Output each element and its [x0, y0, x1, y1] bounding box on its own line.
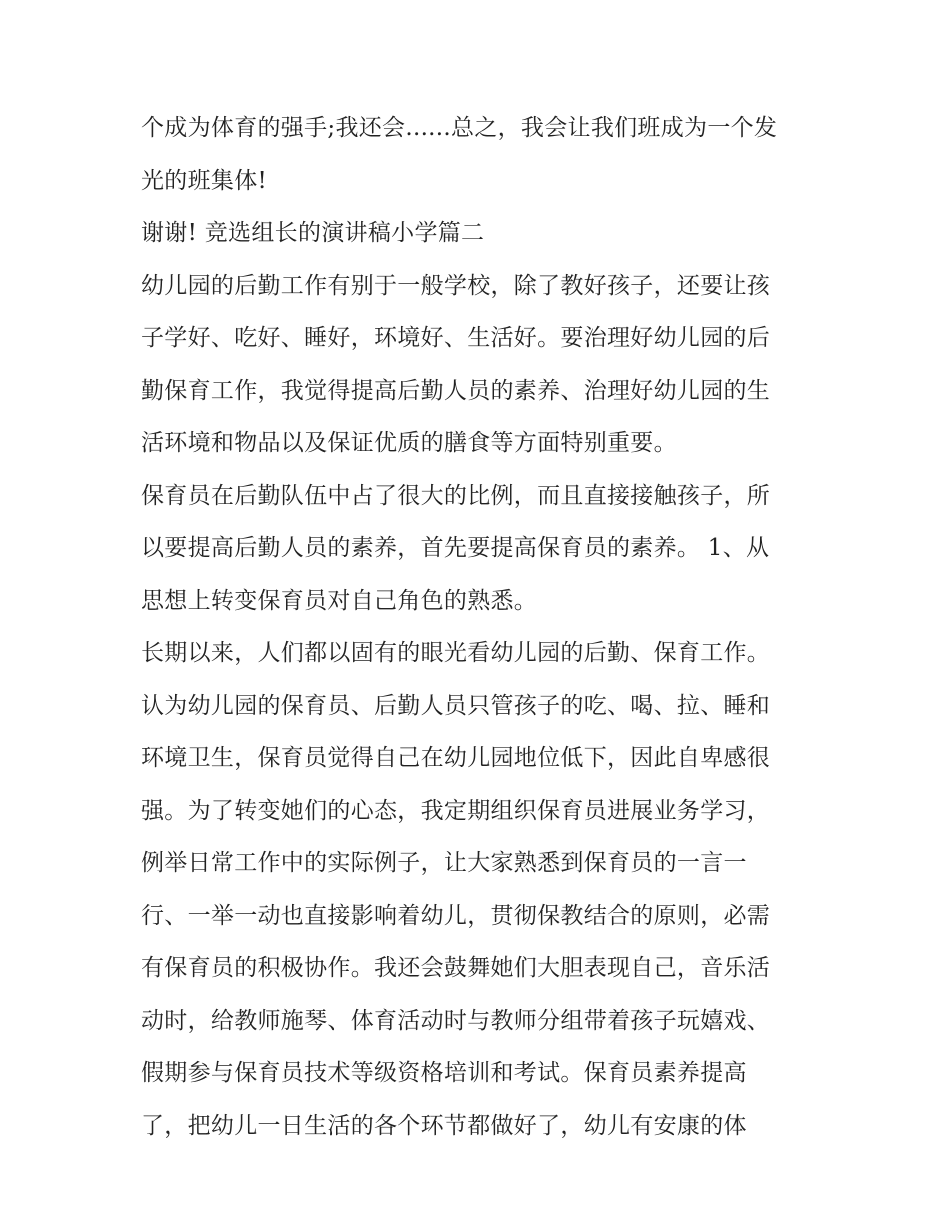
text-line: 了，把幼儿一日生活的各个环节都做好了，幼儿有安康的体	[141, 1112, 747, 1139]
text-line: 有保育员的积极协作。我还会鼓舞她们大胆表现自己，音乐活	[141, 955, 771, 981]
text-line: 以要提高后勤人员的素养，首先要提高保育员的素养。 1、从	[141, 535, 770, 561]
text-line: 保育员在后勤队伍中占了很大的比例，而且直接接触孩子，所	[141, 482, 771, 509]
section-heading: 谢谢! 竞选组长的演讲稿小学篇二	[141, 220, 485, 246]
text-line: 动时，给教师施琴、体育活动时与教师分组带着孩子玩嬉戏、	[141, 1007, 771, 1034]
text-line: 子学好、吃好、睡好，环境好、生活好。要治理好幼儿园的后	[141, 325, 771, 351]
body-text	[141, 102, 821, 1152]
text-line: 行、一举一动也直接影响着幼儿，贯彻保教结合的原则，必需	[141, 902, 771, 929]
text-line: 思想上转变保育员对自己角色的熟悉。	[141, 587, 538, 614]
text-line: 个成为体育的强手;我还会......总之，我会让我们班成为一个发	[141, 115, 778, 141]
text-line: 活环境和物品以及保证优质的膳食等方面特别重要。	[141, 430, 677, 456]
text-line: 幼儿园的后勤工作有别于一般学校，除了教好孩子，还要让孩	[141, 272, 771, 299]
text-line: 勤保育工作，我觉得提高后勤人员的素养、治理好幼儿园的生	[141, 377, 771, 404]
text-line: 假期参与保育员技术等级资格培训和考试。保育员素养提高	[141, 1060, 747, 1086]
text-line: 环境卫生，保育员觉得自己在幼儿园地位低下，因此自卑感很	[141, 745, 771, 771]
text-line: 强。为了转变她们的心态，我定期组织保育员进展业务学习，	[141, 797, 771, 824]
text-line: 例举日常工作中的实际例子，让大家熟悉到保育员的一言一	[141, 850, 747, 876]
text-line: 认为幼儿园的保育员、后勤人员只管孩子的吃、喝、拉、睡和	[141, 692, 771, 719]
text-line: 长期以来，人们都以固有的眼光看幼儿园的后勤、保育工作。	[141, 640, 771, 666]
text-line: 光的班集体!	[141, 167, 268, 194]
